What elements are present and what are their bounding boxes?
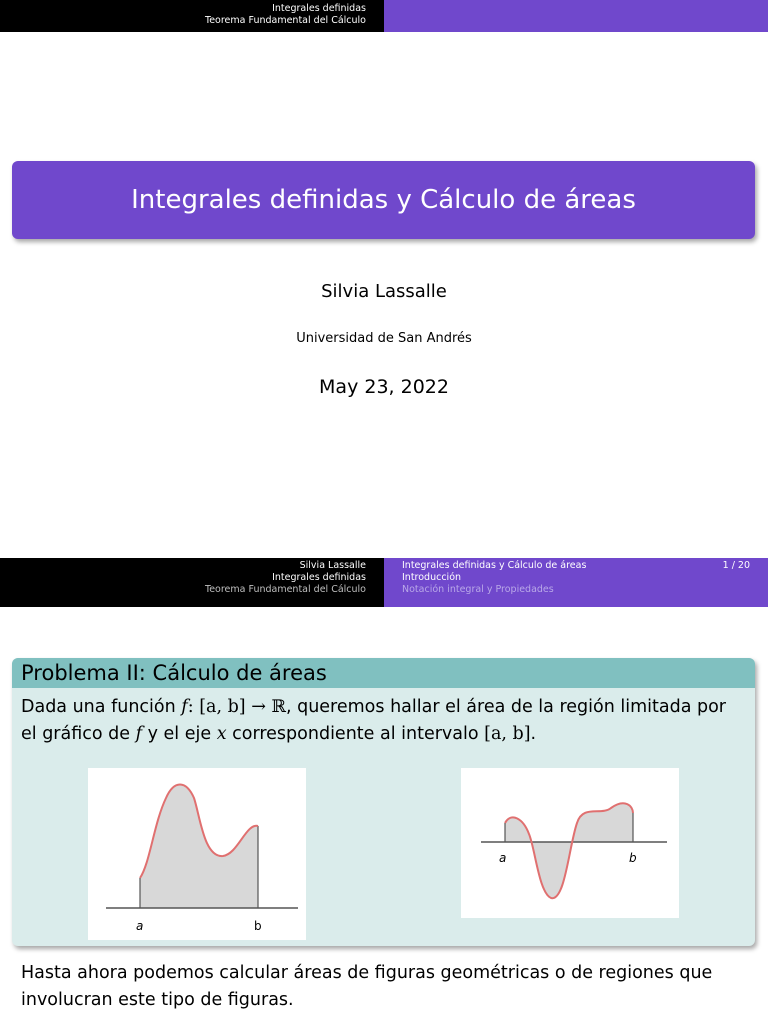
area-figure-signed-svg (461, 768, 679, 918)
footer-nav-left (0, 558, 384, 607)
footer-next-section-link[interactable]: Notación integral y Propiedades (402, 584, 554, 595)
shaded-area (140, 785, 258, 909)
block-line-2 (21, 721, 746, 748)
footer-author: Silvia Lassalle (299, 560, 366, 571)
block-line-1 (21, 694, 746, 721)
footer-current-section-link[interactable]: Introducción (402, 572, 462, 583)
bottom-paragraph: Hasta ahora podemos calcular áreas de figuras geométricas o de regiones que involucran este tipo de figuras. (21, 963, 713, 1010)
top-navigation-bar (0, 0, 768, 32)
footer-navigation-bar (0, 558, 768, 607)
author-name: Silvia Lassalle (321, 281, 447, 302)
shaded-area (505, 803, 633, 898)
label-b: b (254, 919, 262, 933)
footer-nav-right (384, 558, 768, 607)
institution: Universidad de San Andrés (296, 331, 472, 346)
footer-short-title: Integrales definidas y Cálculo de áreas (402, 560, 587, 571)
presentation-title: Integrales definidas y Cálculo de áreas (131, 185, 636, 215)
text-segment: . (530, 724, 537, 744)
text-segment: y el eje (142, 724, 217, 744)
text-segment: correspondiente al intervalo (226, 724, 485, 744)
math-f: f (135, 724, 143, 744)
label-a: a (136, 919, 144, 933)
title-box (12, 161, 755, 239)
math-map: : [a, b] → ℝ (187, 697, 286, 717)
problem-block (12, 658, 755, 946)
page-number: 1 / 20 (722, 560, 750, 571)
area-figure-positive (88, 768, 306, 940)
math-interval: [a, b] (484, 724, 531, 744)
text-segment: Dada una función (21, 697, 182, 717)
footer-section-link[interactable]: Integrales definidas (272, 572, 366, 583)
area-figure-positive-svg (88, 768, 306, 940)
math-f: f (181, 697, 188, 717)
top-nav-left (0, 0, 384, 32)
presentation-date: May 23, 2022 (319, 376, 449, 398)
top-nav-subsection-link[interactable]: Teorema Fundamental del Cálculo (205, 15, 366, 26)
math-x: x (216, 724, 227, 744)
footer-subsection-link[interactable]: Teorema Fundamental del Cálculo (205, 584, 366, 595)
top-nav-right (384, 0, 768, 32)
label-a: a (499, 851, 507, 865)
text-segment: , queremos hallar el área de la región limitada por (285, 697, 726, 717)
block-title: Problema II: Cálculo de áreas (12, 658, 755, 688)
top-nav-section-link[interactable]: Integrales definidas (272, 3, 366, 14)
text-segment: el gráfico de (21, 724, 136, 744)
label-b: b (629, 851, 637, 865)
block-body (12, 688, 755, 748)
area-figure-signed (461, 768, 679, 918)
